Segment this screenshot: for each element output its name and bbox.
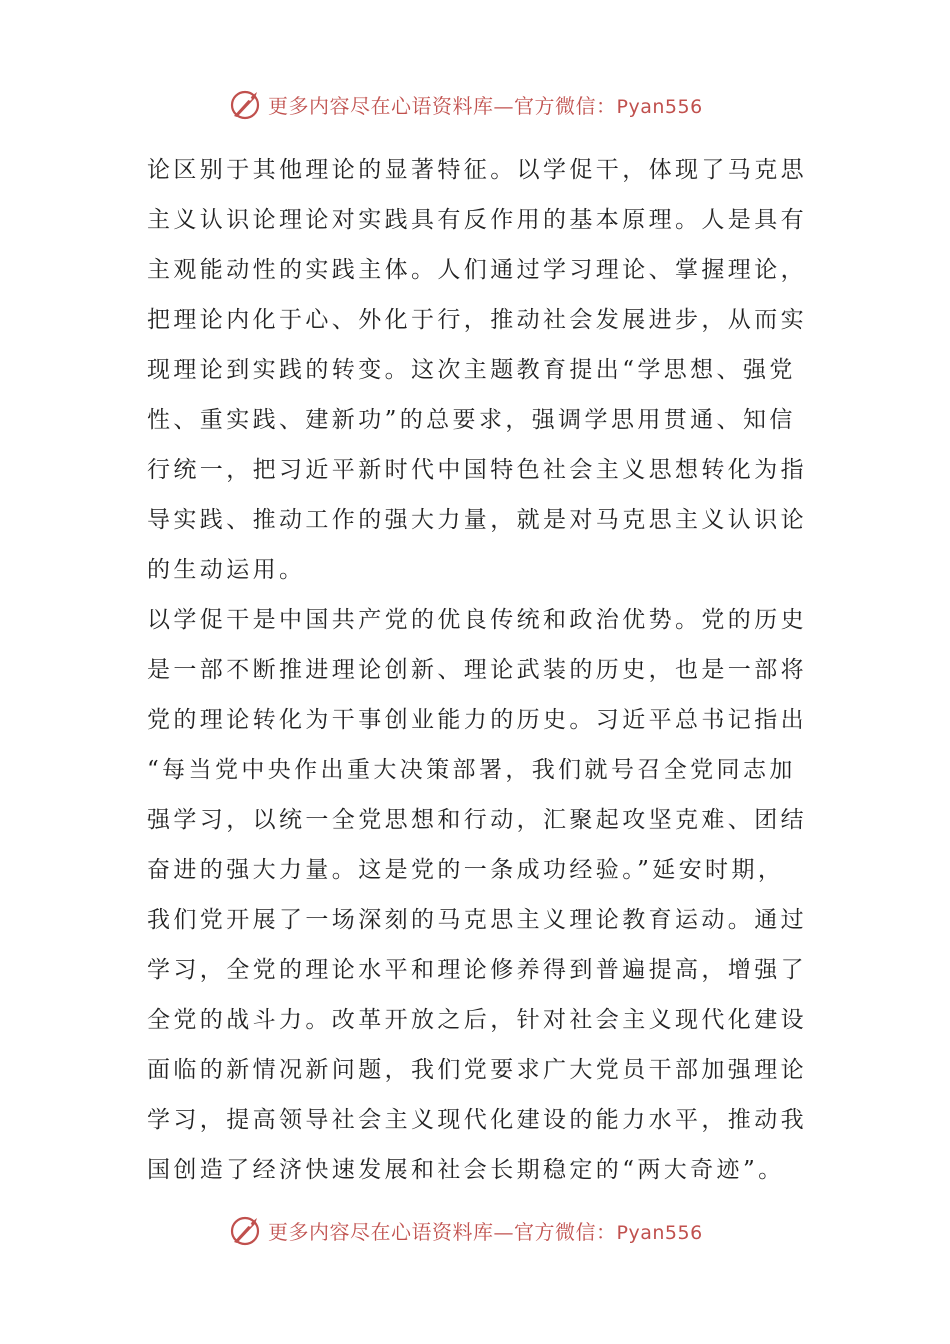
body-line: 性、重实践、建新功”的总要求，强调学思用贯通、知信 (147, 407, 796, 433)
body-line: 的生动运用。 (147, 557, 306, 583)
body-line: 奋进的强大力量。这是党的一条成功经验。”延安时期， (147, 857, 785, 883)
body-line: 全党的战斗力。改革开放之后，针对社会主义现代化建设 (147, 1007, 807, 1033)
body-line: 现理论到实践的转变。这次主题教育提出“学思想、强党 (147, 357, 796, 383)
body-line: 我们党开展了一场深刻的马克思主义理论教育运动。通过 (147, 907, 807, 933)
body-line: “每当党中央作出重大决策部署，我们就号召全党同志加 (147, 757, 796, 783)
banner-brand: 更多内容尽在心语资料库 (268, 1219, 494, 1244)
banner-dash: — (493, 1219, 514, 1244)
body-line: 是一部不断推进理论创新、理论武装的历史，也是一部将 (147, 657, 807, 683)
header-banner (228, 84, 703, 124)
body-line: 学习，提高领导社会主义现代化建设的能力水平，推动我 (147, 1107, 807, 1133)
footer-banner (228, 1210, 703, 1250)
banner-text (268, 90, 703, 119)
pen-nib-logo-icon (228, 1212, 264, 1248)
body-line: 把理论内化于心、外化于行，推动社会发展进步，从而实 (147, 307, 807, 333)
banner-wechat-id: Pyan556 (616, 1221, 703, 1244)
banner-text (268, 1216, 703, 1245)
body-line: 学习，全党的理论水平和理论修养得到普遍提高，增强了 (147, 957, 807, 983)
body-line: 论区别于其他理论的显著特征。以学促干，体现了马克思 (147, 157, 807, 183)
banner-official-label: 官方微信： (514, 93, 617, 118)
document-body (147, 145, 807, 1195)
banner-brand: 更多内容尽在心语资料库 (268, 93, 494, 118)
body-line: 主观能动性的实践主体。人们通过学习理论、掌握理论， (147, 257, 807, 283)
body-line: 导实践、推动工作的强大力量，就是对马克思主义认识论 (147, 507, 807, 533)
pen-nib-logo-icon (228, 86, 264, 122)
body-line: 强学习，以统一全党思想和行动，汇聚起攻坚克难、团结 (147, 807, 807, 833)
banner-dash: — (493, 93, 514, 118)
body-line: 以学促干是中国共产党的优良传统和政治优势。党的历史 (147, 607, 807, 633)
banner-wechat-id: Pyan556 (616, 95, 703, 118)
body-line: 行统一，把习近平新时代中国特色社会主义思想转化为指 (147, 457, 807, 483)
banner-official-label: 官方微信： (514, 1219, 617, 1244)
body-line: 国创造了经济快速发展和社会长期稳定的“两大奇迹”。 (147, 1157, 785, 1183)
body-line: 党的理论转化为干事创业能力的历史。习近平总书记指出 (147, 707, 807, 733)
body-line: 主义认识论理论对实践具有反作用的基本原理。人是具有 (147, 207, 807, 233)
body-line: 面临的新情况新问题，我们党要求广大党员干部加强理论 (147, 1057, 807, 1083)
